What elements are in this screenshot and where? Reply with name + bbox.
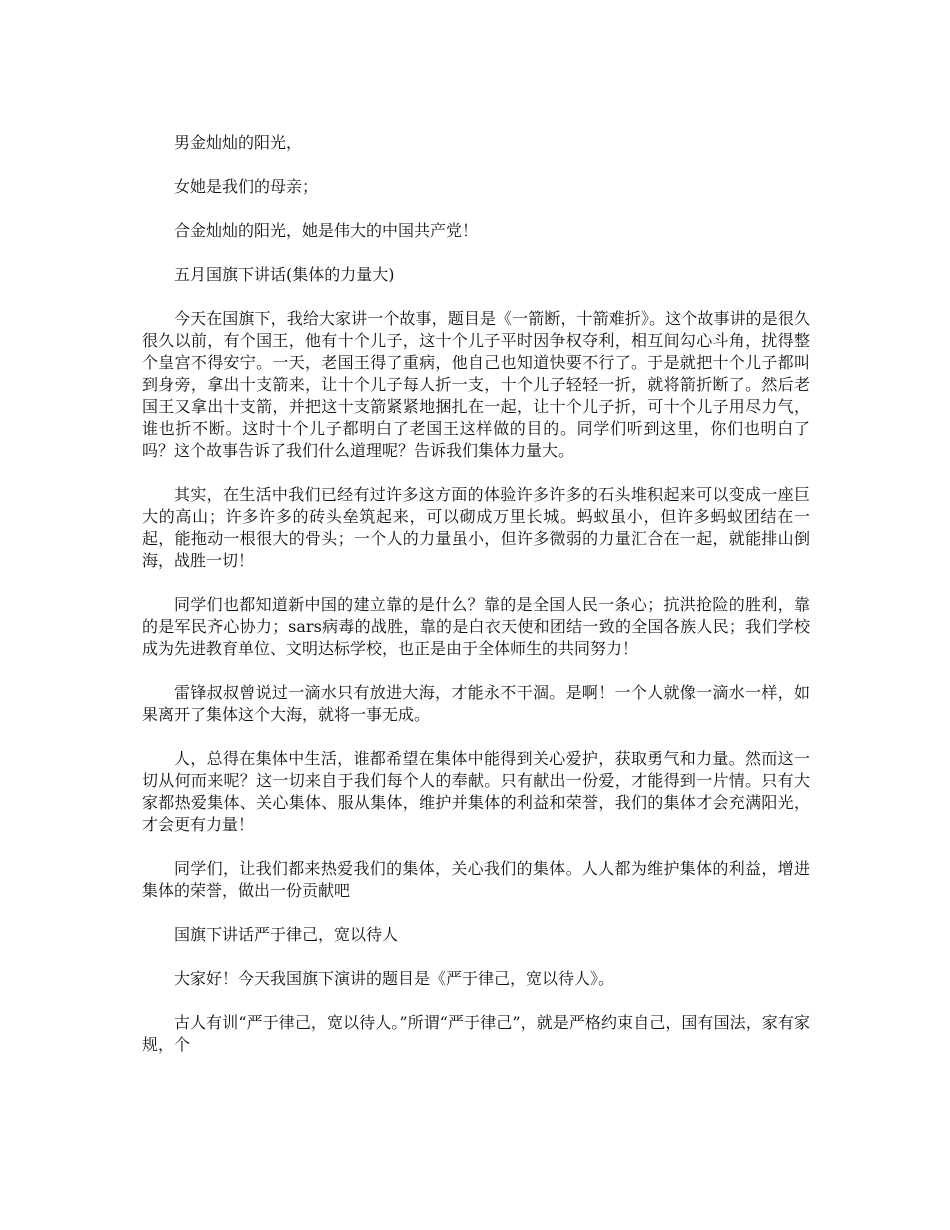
paragraph-lei-feng: 雷锋叔叔曾说过一滴水只有放进大海，才能永不干涸。是啊！一个人就像一滴水一样，如果离开了集体这个大海，就将一事无成。 — [142, 683, 810, 724]
paragraph-story: 今天在国旗下，我给大家讲一个故事，题目是《一箭断，十箭难折》。这个故事讲的是很久很久以前，有个国王，他有十个儿子，这十个儿子平时因争权夺利，相互间勾心斗角，扰得整个皇宫不得安宁。一天，老国王得了重病，他自己也知道快要不行了。于是就把十个儿子都叫到身旁，拿出十支箭来，让十个儿子每人折一支，十个儿子轻轻一折，就将箭折断了。然后老国王又拿出十支箭，并把这十支箭紧紧地捆扎在一起，让十个儿子折，可十个儿子用尽力气，谁也折不断。这时十个儿子都明白了老国王这样做的目的。同学们听到这里，你们也明白了吗？这个故事告诉了我们什么道理呢？告诉我们集体力量大。 — [142, 309, 810, 460]
paragraph-3: 合金灿灿的阳光，她是伟大的中国共产党！ — [174, 221, 479, 240]
section-heading-collective-strength: 五月国旗下讲话(集体的力量大) — [174, 265, 395, 284]
paragraph-experience: 其实，在生活中我们已经有过许多这方面的体验许多许多的石头堆积起来可以变成一座巨大的高山；许多许多的砖头垒筑起来，可以砌成万里长城。蚂蚁虽小，但许多蚂蚁团结在一起，能拖动一根很大的骨头；一个人的力量虽小，但许多微弱的力量汇合在一起，就能排山倒海，战胜一切！ — [142, 485, 810, 570]
paragraph-greeting: 大家好！今天我国旗下演讲的题目是《严于律己，宽以待人》。 — [174, 969, 615, 988]
paragraph-collective-life: 人，总得在集体中生活，谁都希望在集体中能得到关心爱护，获取勇气和力量。然而这一切从何而来呢？这一切来自于我们每个人的奉献。只有献出一份爱，才能得到一片情。只有大家都热爱集体、关心集体、服从集体，维护并集体的利益和荣誉，我们的集体才会充满阳光，才会更有力量！ — [142, 749, 810, 834]
document-body — [142, 132, 810, 1078]
paragraph-call-to-action: 同学们，让我们都来热爱我们的集体，关心我们的集体。人人都为维护集体的利益，增进集体的荣誉，做出一份贡献吧 — [142, 859, 810, 900]
paragraph-1: 男金灿灿的阳光， — [174, 133, 303, 152]
paragraph-new-china: 同学们也都知道新中国的建立靠的是什么？靠的是全国人民一条心；抗洪抢险的胜利，靠的是军民齐心协力；sars病毒的战胜，靠的是白衣天使和团结一致的全国各族人民；我们学校成为先进教育单位、文明达标学校，也正是由于全体师生的共同努力！ — [142, 595, 810, 658]
paragraph-2: 女她是我们的母亲； — [174, 177, 319, 196]
paragraph-ancient-saying: 古人有训“严于律己，宽以待人。”所谓“严于律己”，就是严格约束自己，国有国法，家有家规，个 — [142, 1013, 810, 1054]
section-heading-self-discipline: 国旗下讲话严于律己，宽以待人 — [174, 925, 399, 944]
